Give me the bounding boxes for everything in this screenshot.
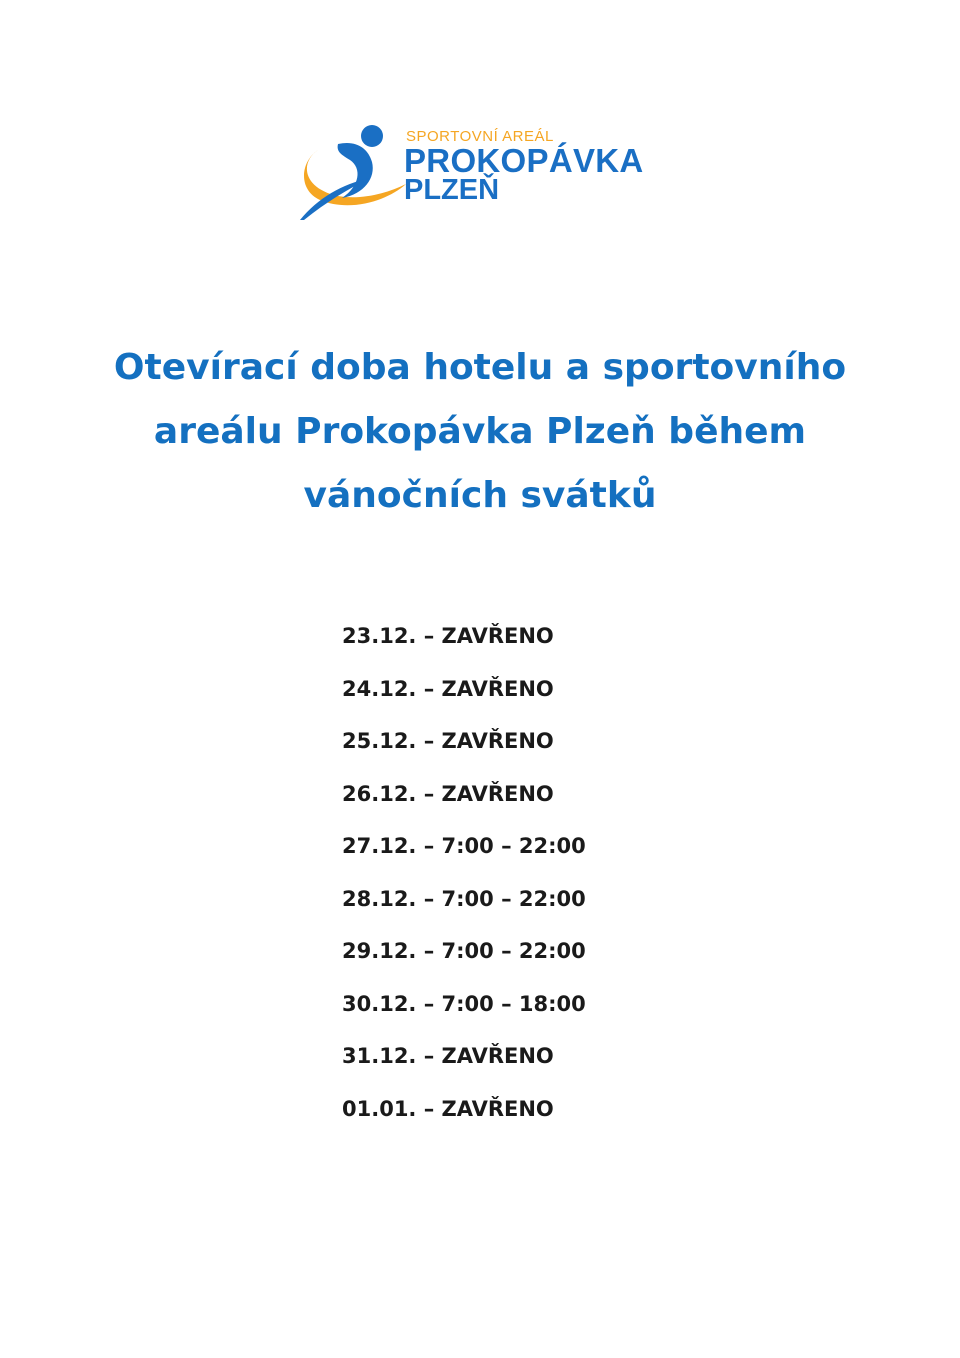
logo: [298, 122, 668, 222]
list-item: 29.12. – 7:00 – 22:00: [342, 939, 586, 963]
list-item: 01.01. – ZAVŘENO: [342, 1096, 554, 1121]
list-item: 25.12. – ZAVŘENO: [342, 729, 554, 753]
list-item: 28.12. – 7:00 – 22:00: [342, 886, 586, 911]
list-item: 26.12. – ZAVŘENO: [342, 781, 554, 806]
logo-name: PROKOPÁVKA: [404, 142, 644, 179]
list-item: 31.12. – ZAVŘENO: [342, 1044, 554, 1068]
opening-hours-list: [342, 620, 586, 1145]
runner-swoosh-icon: [298, 122, 408, 222]
list-item: 30.12. – 7:00 – 18:00: [342, 991, 586, 1016]
title-line-2: areálu Prokopávka Plzeň během: [153, 411, 807, 452]
list-item: 23.12. – ZAVŘENO: [342, 624, 554, 648]
title-line-1: Otevírací doba hotelu a sportovního: [113, 347, 847, 388]
logo-top-line: SPORTOVNÍ AREÁL: [406, 128, 554, 145]
title-line-3: vánočních svátků: [303, 475, 657, 516]
list-item: 24.12. – ZAVŘENO: [342, 676, 554, 701]
page-title: [100, 336, 860, 528]
logo-city: PLZEŇ: [404, 174, 500, 206]
list-item: 27.12. – 7:00 – 22:00: [342, 834, 586, 858]
